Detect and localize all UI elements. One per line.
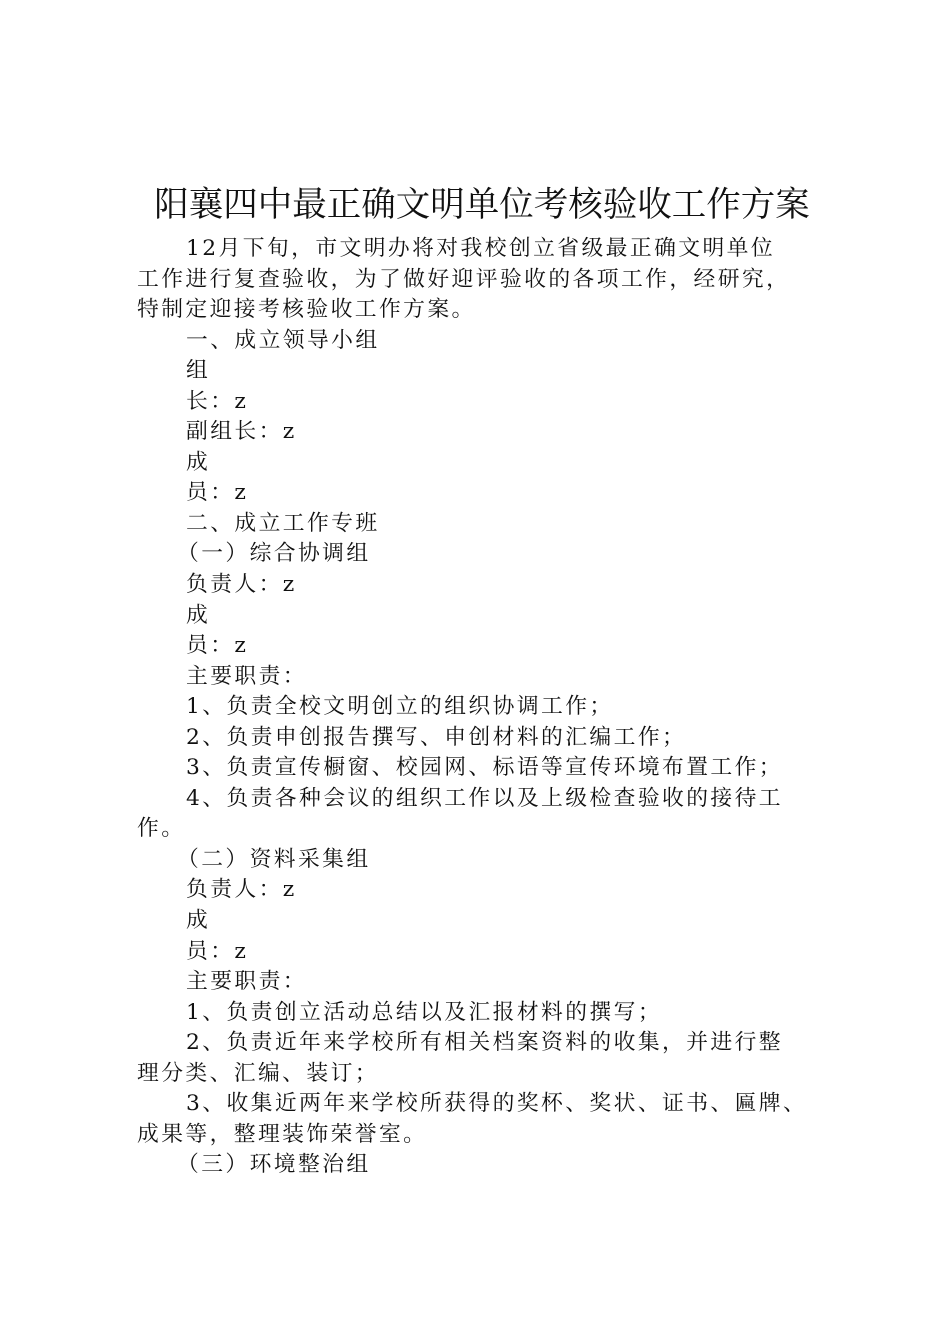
text-line: 员：z (186, 938, 249, 964)
text-line: 1、负责创立活动总结以及汇报材料的撰写； (186, 999, 663, 1025)
text-line: 员：z (186, 480, 249, 506)
document-title: 阳襄四中最正确文明单位考核验收工作方案 (154, 185, 810, 225)
text-line: 主要职责： (186, 969, 307, 995)
text-line: （一）综合协调组 (177, 541, 371, 567)
text-line: 长：z (186, 388, 249, 414)
text-line: 二、成立工作专班 (186, 510, 380, 536)
text-line: （三）环境整治组 (177, 1152, 371, 1178)
text-line: 负责人：z (186, 572, 297, 598)
text-line: 理分类、汇编、装订； (137, 1060, 379, 1086)
text-line: 12月下旬，市文明办将对我校创立省级最正确文明单位 (186, 236, 776, 261)
text-line: 成果等，整理装饰荣誉室。 (137, 1121, 428, 1147)
text-line: 3、收集近两年来学校所获得的奖杯、奖状、证书、匾牌、 (186, 1091, 808, 1117)
text-line: 特制定迎接考核验收工作方案。 (137, 297, 476, 323)
text-line: 4、负责各种会议的组织工作以及上级检查验收的接待工 (186, 785, 783, 811)
text-line: 员：z (186, 633, 249, 659)
text-line: 2、负责近年来学校所有相关档案资料的收集，并进行整 (186, 1030, 783, 1056)
text-line: 1、负责全校文明创立的组织协调工作； (186, 694, 614, 720)
text-line: 主要职责： (186, 663, 307, 689)
text-line: 2、负责申创报告撰写、申创材料的汇编工作； (186, 724, 687, 750)
text-line: 成 (186, 449, 211, 475)
document-body (137, 234, 827, 1181)
text-line: （二）资料采集组 (177, 846, 371, 872)
text-line: 作。 (137, 816, 186, 842)
text-line: 组 (186, 358, 211, 384)
text-line: 成 (186, 908, 211, 934)
text-line: 3、负责宣传橱窗、校园网、标语等宣传环境布置工作； (186, 755, 783, 781)
text-line: 成 (186, 602, 211, 628)
text-line: 负责人：z (186, 877, 297, 903)
text-line: 工作进行复查验收，为了做好迎评验收的各项工作，经研究， (137, 266, 791, 292)
text-line: 一、成立领导小组 (186, 327, 380, 353)
text-line: 副组长：z (186, 419, 297, 445)
